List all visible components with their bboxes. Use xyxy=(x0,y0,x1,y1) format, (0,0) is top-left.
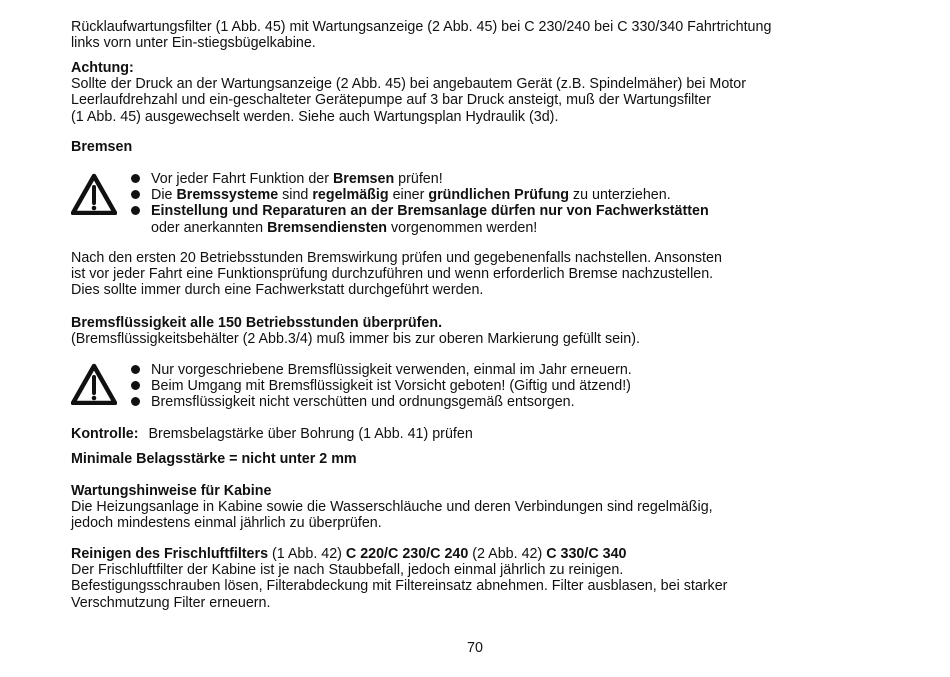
list-item: Vor jeder Fahrt Funktion der Bremsen prüfen! xyxy=(129,171,709,187)
text-line: Der Frischluftfilter der Kabine ist je nach Staubbefall, jedoch einmal jährlich zu reinigen. xyxy=(71,562,624,579)
text-line: (Bremsflüssigkeitsbehälter (2 Abb.3/4) muß immer bis zur oberen Markierung gefüllt sein). xyxy=(71,331,640,348)
text-line: Die Heizungsanlage in Kabine sowie die Wasserschläuche und deren Verbindungen sind regelmäßig, xyxy=(71,499,713,516)
attention-heading: Achtung: xyxy=(71,60,134,76)
brake-check-paragraph xyxy=(71,250,871,299)
text-line: Rücklaufwartungsfilter (1 Abb. 45) mit Wartungsanzeige (2 Abb. 45) bei C 230/240 bei C 330/340 Fahrtrichtung xyxy=(71,19,772,35)
text-line: Leerlaufdrehzahl und ein-geschalteter Gerätepumpe auf 3 bar Druck ansteigt, muß der Wartungsfilter xyxy=(71,92,711,109)
attention-section xyxy=(71,60,871,125)
list-item: Beim Umgang mit Bremsflüssigkeit ist Vorsicht geboten! (Giftig und ätzend!) xyxy=(129,378,632,394)
bullet-icon xyxy=(131,190,140,199)
warning-triangle-icon xyxy=(71,363,117,405)
bullet-icon xyxy=(131,397,140,406)
min-lining-text: Minimale Belagsstärke = nicht unter 2 mm xyxy=(71,451,357,467)
page-number: 70 xyxy=(467,640,483,656)
return-filter-paragraph xyxy=(71,19,871,51)
list-item: Die Bremssysteme sind regelmäßig einer gründlichen Prüfung zu unterziehen. xyxy=(129,187,709,203)
text-line: Befestigungsschrauben lösen, Filterabdeckung mit Filtereinsatz abnehmen. Filter ausblasen, bei starker xyxy=(71,578,728,595)
list-item: Einstellung und Reparaturen an der Bremsanlage dürfen nur von Fachwerkstätten oder anerkannten Bremsendiensten vorgenommen werden! xyxy=(129,203,709,235)
text-line: jedoch mindestens einmal jährlich zu überprüfen. xyxy=(71,515,382,532)
cabin-maintenance-section xyxy=(71,483,871,532)
brake-fluid-warning-list xyxy=(129,362,632,411)
fresh-air-filter-section xyxy=(71,546,871,611)
control-line xyxy=(71,426,871,442)
bullet-icon xyxy=(131,365,140,374)
control-label: Kontrolle: xyxy=(71,426,139,442)
text-line: Dies sollte immer durch eine Fachwerkstatt durchgeführt werden. xyxy=(71,282,484,299)
bullet-icon xyxy=(131,174,140,183)
text-line: Verschmutzung Filter erneuern. xyxy=(71,594,271,611)
control-text: Bremsbelagstärke über Bohrung (1 Abb. 41) prüfen xyxy=(148,426,473,442)
list-item: Bremsflüssigkeit nicht verschütten und ordnungsgemäß entsorgen. xyxy=(129,394,632,410)
fresh-air-heading: Reinigen des Frischluftfilters (1 Abb. 42) C 220/C 230/C 240 (2 Abb. 42) C 330/C 340 xyxy=(71,546,627,562)
text-line: Nach den ersten 20 Betriebsstunden Bremswirkung prüfen und gegebenenfalls nachstellen. Ansonsten xyxy=(71,250,722,266)
text-line: (1 Abb. 45) ausgewechselt werden. Siehe auch Wartungsplan Hydraulik (3d). xyxy=(71,108,559,125)
cabin-heading: Wartungshinweise für Kabine xyxy=(71,483,272,499)
bullet-icon xyxy=(131,206,140,215)
text-line: ist vor jeder Fahrt eine Funktionsprüfung durchzuführen und wenn erforderlich Bremse nachzustellen. xyxy=(71,266,714,283)
min-lining-line xyxy=(71,451,871,467)
warning-triangle-icon xyxy=(71,173,117,215)
brake-warning-list xyxy=(129,171,709,236)
list-item: Nur vorgeschriebene Bremsflüssigkeit verwenden, einmal im Jahr erneuern. xyxy=(129,362,632,378)
brake-fluid-section xyxy=(71,315,871,347)
text-line: Sollte der Druck an der Wartungsanzeige (2 Abb. 45) bei angebautem Gerät (z.B. Spindelmäher) bei Motor xyxy=(71,76,746,93)
brakes-heading: Bremsen xyxy=(71,139,133,155)
brake-fluid-heading: Bremsflüssigkeit alle 150 Betriebsstunden überprüfen. xyxy=(71,315,443,331)
bullet-icon xyxy=(131,381,140,390)
text-line: links vorn unter Ein-stiegsbügelkabine. xyxy=(71,35,316,52)
brakes-section xyxy=(71,139,871,155)
